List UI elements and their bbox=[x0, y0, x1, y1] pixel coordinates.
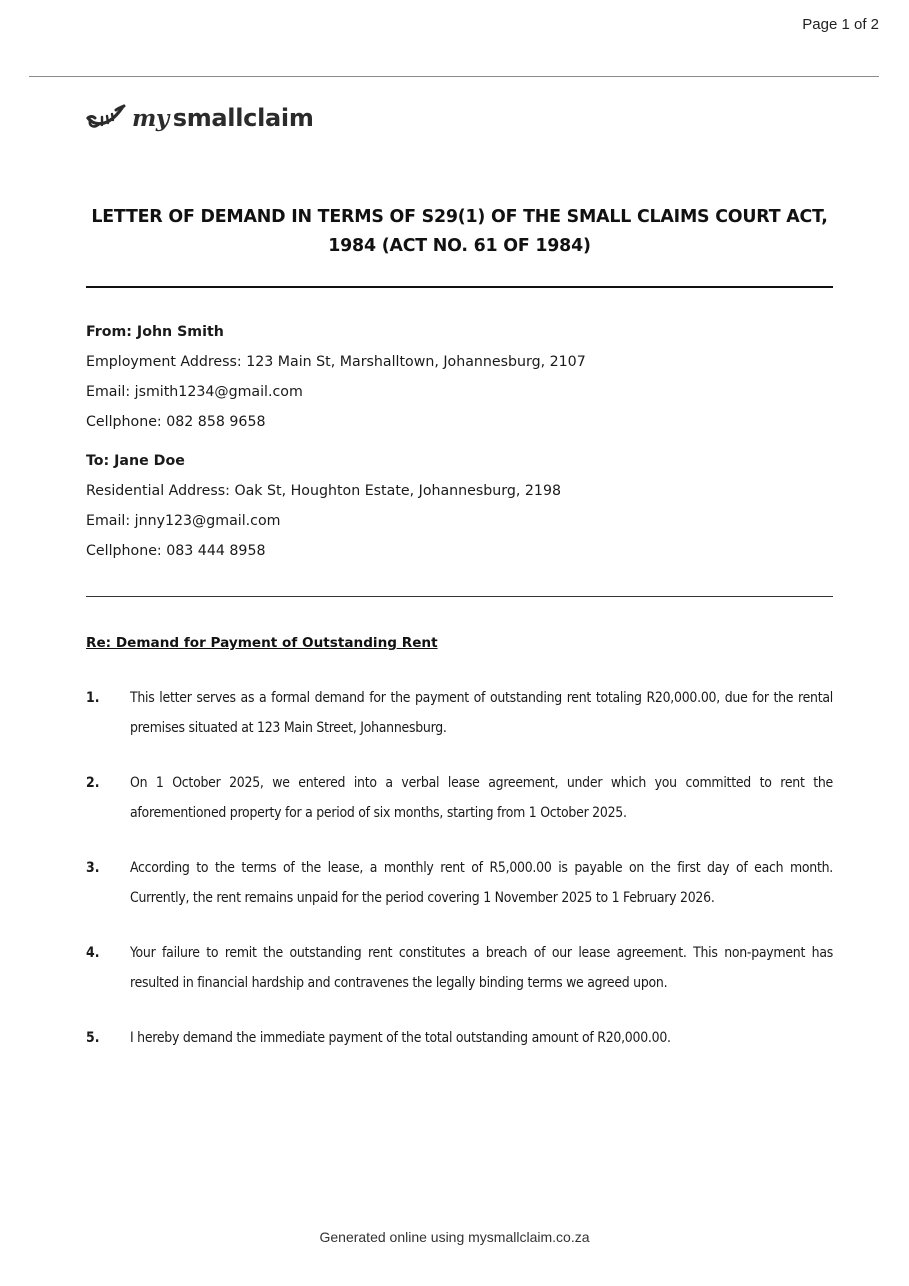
clause-item bbox=[86, 769, 833, 828]
recipient-details bbox=[86, 451, 561, 571]
clause-number: 1. bbox=[86, 690, 100, 706]
recipient-cellphone: Cellphone: 083 444 8958 bbox=[86, 543, 266, 559]
clause-text: I hereby demand the immediate payment of the total outstanding amount of R20,000.00. bbox=[130, 1030, 671, 1046]
title-line-2: 1984 (ACT NO. 61 OF 1984) bbox=[328, 236, 591, 256]
mysmallclaim-logo bbox=[86, 104, 314, 132]
clause-item bbox=[86, 1024, 833, 1054]
document-title bbox=[86, 203, 833, 261]
clause-list bbox=[86, 684, 833, 1080]
clause-item bbox=[86, 684, 833, 743]
recipient-address: Residential Address: Oak St, Houghton Estate, Johannesburg, 2198 bbox=[86, 483, 561, 499]
page-indicator: Page 1 of 2 bbox=[802, 16, 879, 33]
recipient-heading: To: Jane Doe bbox=[86, 453, 185, 469]
clause-item bbox=[86, 939, 833, 998]
clause-text: Your failure to remit the outstanding rent constitutes a breach of our lease agreement. This non-payment has resulted in financial hardship and contravenes the legally binding terms we agreed upon. bbox=[130, 945, 833, 991]
logo-text-script: my bbox=[132, 104, 169, 132]
sender-cellphone: Cellphone: 082 858 9658 bbox=[86, 414, 266, 430]
recipient-email: Email: jnny123@gmail.com bbox=[86, 513, 281, 529]
title-line-1: LETTER OF DEMAND IN TERMS OF S29(1) OF THE SMALL CLAIMS COURT ACT, bbox=[91, 207, 828, 227]
clause-number: 4. bbox=[86, 945, 100, 961]
clause-number: 2. bbox=[86, 775, 100, 791]
clause-number: 3. bbox=[86, 860, 100, 876]
clause-number: 5. bbox=[86, 1030, 100, 1046]
header-divider bbox=[29, 76, 879, 77]
logo-text-bold: smallclaim bbox=[172, 104, 314, 132]
clause-text: According to the terms of the lease, a monthly rent of R5,000.00 is payable on the first day of each month. Currently, the rent remains unpaid for the period covering 1 November 2025 to 1 February 2026. bbox=[130, 860, 833, 906]
smiling-eye-logo-icon bbox=[86, 104, 126, 132]
clause-item bbox=[86, 854, 833, 913]
clause-text: On 1 October 2025, we entered into a verbal lease agreement, under which you committed to rent the aforementioned property for a period of six months, starting from 1 October 2025. bbox=[130, 775, 833, 821]
title-divider bbox=[86, 286, 833, 288]
sender-address: Employment Address: 123 Main St, Marshalltown, Johannesburg, 2107 bbox=[86, 354, 586, 370]
sender-heading: From: John Smith bbox=[86, 324, 224, 340]
sender-email: Email: jsmith1234@gmail.com bbox=[86, 384, 303, 400]
clause-text: This letter serves as a formal demand for the payment of outstanding rent totaling R20,000.00, due for the rental premises situated at 123 Main Street, Johannesburg. bbox=[130, 690, 833, 736]
footer-generated-note: Generated online using mysmallclaim.co.za bbox=[319, 1229, 590, 1245]
subject-line: Re: Demand for Payment of Outstanding Rent bbox=[86, 635, 438, 651]
sender-details bbox=[86, 322, 586, 442]
section-divider bbox=[86, 596, 833, 597]
